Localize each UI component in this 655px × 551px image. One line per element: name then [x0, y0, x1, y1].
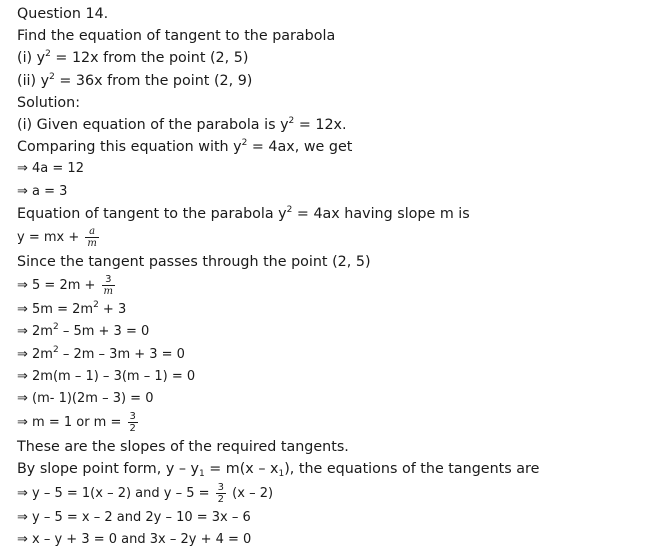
step-multiply: ⇒ $5m = 2m^2 + 3$ [17, 300, 127, 318]
fraction-3-over-m: $\frac{3}{m}$ [103, 274, 114, 298]
solution-compare: Comparing this equation with $y^2 = 4ax$, we get [17, 138, 353, 156]
question-title: Question 14. [17, 6, 109, 22]
slope-point-form: By slope point form, $y - y_1 = m(x - x_1)$, the equations of the tangents are [17, 461, 540, 480]
step-substitute: ⇒ 5 = 2m + $\frac{3}{m}$ [17, 274, 114, 298]
step-expand: ⇒ y – 5 = x – 2 and 2y – 10 = 3x – 6 [17, 509, 251, 525]
fraction-a-over-m: $\frac{a}{m}$ [87, 226, 97, 250]
question-part-1: (i) $y^2 = 12x$ from the point (2, 5) [17, 49, 249, 67]
step-a: ⇒ a = 3 [17, 183, 68, 199]
fraction-3-over-2-b: $\frac{3}{2}$ [217, 481, 225, 505]
step-split: ⇒ $2m^2 - 2m - 3m + 3 = 0$ [17, 344, 185, 362]
question-part-2: (ii) $y^2 = 36x$ from the point (2, 9) [17, 71, 253, 89]
step-4a: ⇒ 4a = 12 [17, 161, 84, 177]
step-final: ⇒ x – y + 3 = 0 and 3x – 2y + 4 = 0 [17, 531, 252, 547]
step-factor: ⇒ (m- 1)(2m – 3) = 0 [17, 391, 154, 407]
tangent-equation-text: Equation of tangent to the parabola $y^2 = 4ax$ having slope m is [17, 204, 470, 222]
tangent-formula: y = mx + $\frac{a}{m}$ [17, 226, 97, 250]
step-tangents: ⇒ y – 5 = 1(x – 2) and y – 5 = $\frac{3}{2}$ (x – 2) [17, 481, 274, 505]
step-quadratic: ⇒ $2m^2 - 5m + 3 = 0$ [17, 322, 150, 340]
question-prompt: Find the equation of tangent to the parabola [17, 28, 336, 45]
step-roots: ⇒ m = 1 or m = $\frac{3}{2}$ [17, 411, 136, 435]
passes-through-text: Since the tangent passes through the point (2, 5) [17, 254, 371, 271]
step-group: ⇒ 2m(m – 1) – 3(m – 1) = 0 [17, 368, 196, 384]
fraction-3-over-2: $\frac{3}{2}$ [129, 411, 136, 435]
solution-heading: Solution: [17, 94, 81, 111]
solution-given: (i) Given equation of the parabola is $y^2 = 12x$. [17, 116, 347, 134]
slopes-note: These are the slopes of the required tangents. [17, 439, 349, 456]
